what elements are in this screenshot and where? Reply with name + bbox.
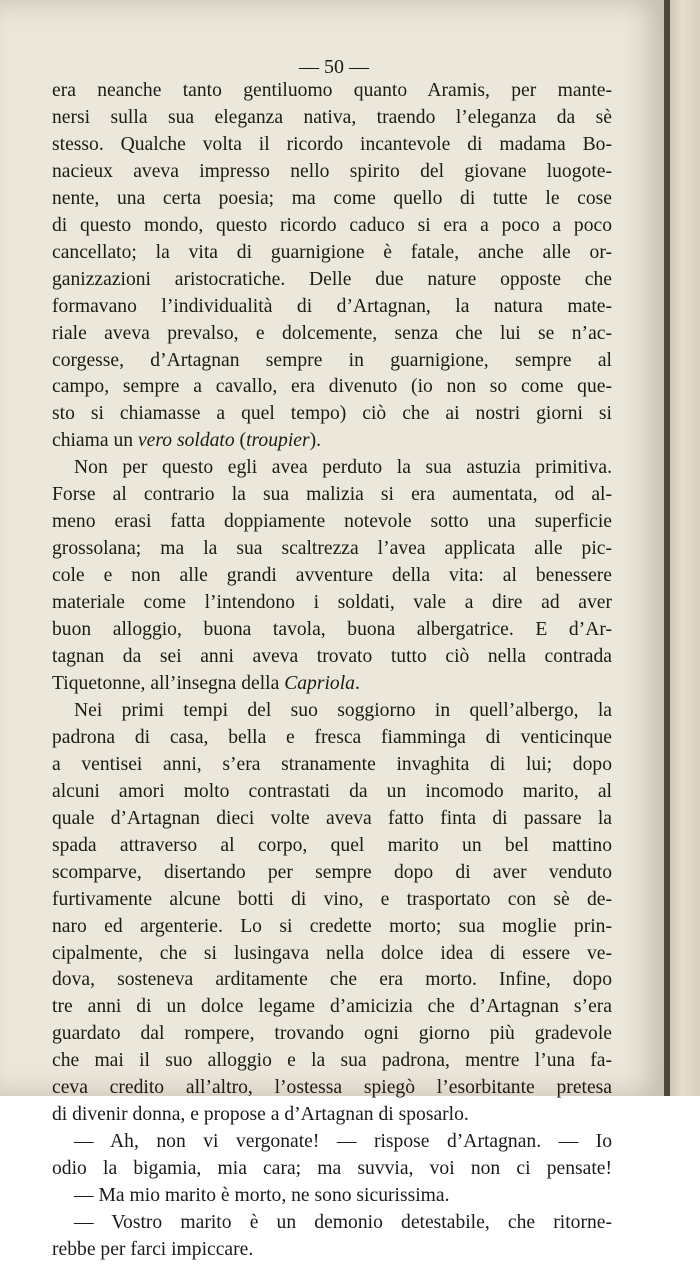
text-line: cancellato; la vita di guarnigione è fatale, anche alle or-	[52, 241, 612, 263]
text-line: Forse al contrario la sua malizia si era aumentata, od al-	[52, 484, 612, 506]
text-line: — Ma mio marito è morto, ne sono sicurissima.	[74, 1185, 450, 1207]
text-line: tagnan da sei anni aveva trovato tutto ciò nella contrada	[52, 646, 612, 668]
text-line: riale aveva prevalso, e dolcemente, senza che lui se n’ac-	[52, 322, 612, 344]
text-line: corgesse, d’Artagnan sempre in guarnigione, sempre al	[52, 349, 612, 371]
page-edge	[670, 0, 700, 1096]
text-line: nersi sulla sua eleganza nativa, traendo l’eleganza da sè	[52, 106, 612, 128]
text-line: — Ah, non vi vergonate! — rispose d’Artagnan. — Io	[74, 1131, 612, 1153]
text-line: di divenir donna, e propose a d’Artagnan di sposarlo.	[52, 1104, 469, 1126]
text-line: materiale come l’intendono i soldati, vale a dire ad aver	[52, 592, 612, 614]
text-line: cipalmente, che si lusingava nella dolce idea di essere ve-	[52, 942, 612, 964]
text-line: era neanche tanto gentiluomo quanto Aramis, per mante-	[52, 80, 612, 101]
text-line: a ventisei anni, s’era stranamente invaghita di lui; dopo	[52, 753, 612, 775]
text-line: tre anni di un dolce legame d’amicizia che d’Artagnan s’era	[52, 996, 612, 1018]
text-line: stesso. Qualche volta il ricordo incantevole di madama Bo-	[52, 133, 612, 155]
italic-phrase: vero soldato	[137, 430, 235, 452]
text-line: cole e non alle grandi avventure della vita: al benessere	[52, 565, 612, 587]
text-line: padrona di casa, bella e fresca fiamminga di venticinque	[52, 726, 612, 748]
text-line: che mai il suo alloggio e la sua padrona, mentre l’una fa-	[52, 1050, 612, 1072]
text-line: nente, una certa poesia; ma come quello di tutte le cose	[52, 187, 612, 209]
text-line: dova, sosteneva arditamente che era morto. Infine, dopo	[52, 969, 612, 991]
text-line: grossolana; ma la sua scaltrezza l’avea applicata alle pic-	[52, 538, 612, 560]
text-line: buon alloggio, buona tavola, buona albergatrice. E d’Ar-	[52, 619, 612, 641]
text-line: Non per questo egli avea perduto la sua astuzia primitiva.	[74, 457, 612, 479]
text-line: di questo mondo, questo ricordo caduco si era a poco a poco	[52, 214, 612, 236]
text-line: scomparve, disertando per sempre dopo di aver venduto	[52, 861, 612, 883]
text-line: alcuni amori molto contrastati da un incomodo marito, al	[52, 780, 612, 802]
text-line: formavano l’individualità di d’Artagnan, la natura mate-	[52, 295, 612, 317]
text-line: quale d’Artagnan dieci volte aveva fatto finta di passare la	[52, 807, 612, 829]
text-line: guardato dal rompere, trovando ogni giorno più gradevole	[52, 1023, 612, 1045]
text-line: meno erasi fatta doppiamente notevole sotto una superficie	[52, 511, 612, 533]
text-line: campo, sempre a cavallo, era divenuto (io non so come que-	[52, 376, 612, 398]
text-line: furtivamente alcune botti di vino, e trasportato con sè de-	[52, 888, 612, 910]
body-text	[52, 78, 612, 1264]
text-line: nacieux aveva impresso nello spirito del giovane luogote-	[52, 160, 612, 182]
page-number: — 50 —	[299, 56, 369, 78]
text-line: ganizzazioni aristocratiche. Delle due nature opposte che	[52, 268, 612, 290]
italic-phrase: troupier	[246, 430, 310, 452]
text-line: spada attraverso al corpo, quel marito un bel mattino	[52, 834, 612, 856]
italic-phrase: Capriola	[284, 672, 355, 694]
text-line: naro ed argenterie. Lo si credette morto; sua moglie prin-	[52, 915, 612, 937]
text-line: chiama un vero soldato (troupier).	[52, 430, 322, 452]
text-line: odio la bigamia, mia cara; ma suvvia, voi non ci pensate!	[52, 1158, 612, 1180]
text-line: sto si chiamasse a quel tempo) ciò che ai nostri giorni si	[52, 403, 612, 425]
text-line: Nei primi tempi del suo soggiorno in quell’albergo, la	[74, 699, 612, 721]
text-line: rebbe per farci impiccare.	[52, 1238, 254, 1260]
text-line: ceva credito all’altro, l’ostessa spiegò l’esorbitante pretesa	[52, 1077, 612, 1099]
text-line: — Vostro marito è un demonio detestabile, che ritorne-	[74, 1212, 612, 1234]
text-line: Tiquetonne, all’insegna della Capriola.	[52, 672, 360, 694]
